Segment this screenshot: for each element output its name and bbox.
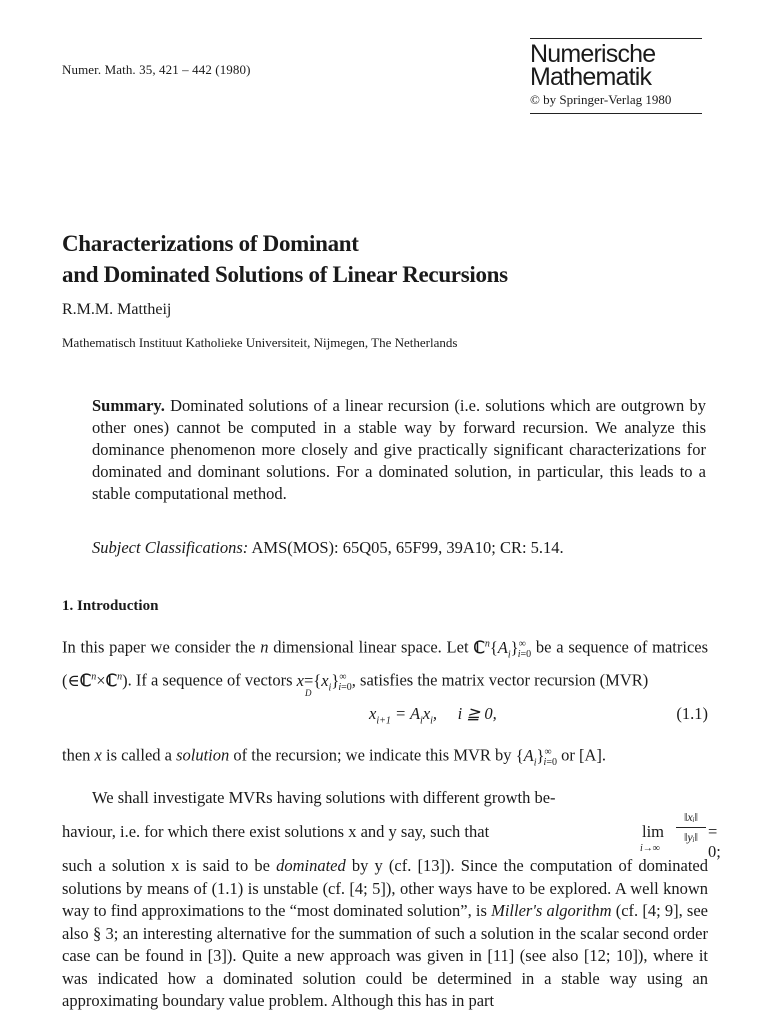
fraction-numerator: ‖xᵢ‖ bbox=[684, 810, 698, 824]
fraction-bar bbox=[676, 827, 706, 828]
limit-subscript: i→∞ bbox=[640, 843, 660, 854]
norm-ratio-fraction bbox=[676, 810, 706, 845]
p4-term-dominated: dominated bbox=[276, 856, 346, 875]
p4-term-millers-algorithm: Miller's algorithm bbox=[491, 901, 612, 920]
p4-text-b: by y (cf. [13]). Since the computation of dominated solutions by means of (1.1) is unstable (cf. [4; 5]), other ways have to be explored. A well known way to find approximations to the “most dominated solution”, is bbox=[62, 856, 708, 920]
vector-sequence-symbol: x= D $\{x_i\}^\infty_{i=0}$, bbox=[296, 670, 356, 698]
limit-equals-zero: = 0; bbox=[708, 822, 721, 861]
fraction-denominator: ‖yᵢ‖ bbox=[684, 830, 698, 844]
p2-text-c: of the recursion; we indicate this MVR by bbox=[233, 745, 512, 765]
masthead-bottom-rule bbox=[530, 113, 702, 114]
journal-name-line2: Mathematik bbox=[530, 63, 652, 91]
p2-term-solution: solution bbox=[176, 745, 230, 765]
matrix-space-symbol: (∈ℂ$^n$×ℂ$^n$) bbox=[62, 670, 128, 690]
journal-citation: Numer. Math. 35, 421 – 442 (1980) bbox=[62, 62, 251, 77]
article-title bbox=[62, 228, 702, 290]
p1-symbol-n: n bbox=[260, 637, 269, 657]
p2-text-a: then bbox=[62, 745, 91, 765]
title-line2: and Dominated Solutions of Linear Recursions bbox=[62, 262, 508, 287]
equation-body: $x_{i+1} = A_ix_i$, i ≧ 0, bbox=[369, 704, 497, 727]
section-heading: 1. Introduction bbox=[62, 598, 159, 614]
summary-label: Summary. bbox=[92, 396, 165, 415]
author-name: R.M.M. Mattheij bbox=[62, 301, 172, 318]
journal-masthead bbox=[530, 38, 702, 114]
equation-number: (1.1) bbox=[676, 704, 708, 723]
subject-label: Subject Classifications: bbox=[92, 538, 249, 557]
limit-line-text: haviour, i.e. for which there exist solutions x and y say, such that bbox=[62, 822, 490, 841]
p1-text-a: In this paper we consider the bbox=[62, 637, 256, 657]
summary-text: Dominated solutions of a linear recursion (i.e. solutions which are outgrown by other ones) cannot be computed in a stable way by forward recursion. We analyze this dominance phenomenon more closely and give practically significant characterizations for dominated and dominant solutions. For a dominated solution, in particular, this leads to a stable computational method. bbox=[92, 396, 707, 503]
journal-name-line1: Numerische bbox=[530, 40, 656, 68]
p1-text-c: be a sequence of matrices bbox=[535, 637, 709, 657]
matrix-sequence-symbol: $ℂ^n\{A_i\}^\infty_{i=0}$ bbox=[473, 637, 532, 660]
summary-paragraph bbox=[92, 395, 706, 505]
intro-paragraph-2 bbox=[62, 741, 708, 774]
author-affiliation: Mathematisch Instituut Katholieke Universiteit, Nijmegen, The Netherlands bbox=[62, 335, 458, 350]
p4-text-c: (cf. [4; 9], see also § 3; an interesting alternative for the summation of such a solution in the scalar second order case can be found in [3]). Quite a new approach was given in [11] (see also [12; 10]), where it was indicated how a dominated solution could be determined in a stable way using an approximating boundary value problem. Although this has in part bbox=[62, 901, 708, 1010]
intro-paragraph-1 bbox=[62, 633, 708, 700]
p2-text-b: is called a bbox=[106, 745, 172, 765]
limit-line bbox=[62, 808, 721, 861]
p1-text-e: satisfies the matrix vector recursion (MVR) bbox=[360, 670, 649, 690]
p2-symbol-x: x bbox=[94, 745, 102, 765]
title-line1: Characterizations of Dominant bbox=[62, 231, 359, 256]
masthead-top-rule bbox=[530, 38, 702, 39]
equation-1-1 bbox=[62, 704, 708, 728]
copyright-notice: © by Springer-Verlag 1980 bbox=[530, 92, 672, 107]
subject-text: AMS(MOS): 65Q05, 65F99, 39A10; CR: 5.14. bbox=[251, 538, 564, 557]
p1-text-d: . If a sequence of vectors bbox=[127, 670, 293, 690]
limit-operator: lim bbox=[642, 822, 665, 841]
intro-paragraph-4 bbox=[62, 855, 708, 1013]
journal-name bbox=[530, 40, 702, 91]
p1-text-b: dimensional linear space. Let bbox=[273, 637, 469, 657]
p4-text-a: such a solution x is said to be bbox=[62, 856, 270, 875]
mvr-symbol: $\{A_i\}^\infty_{i=0}$ bbox=[515, 745, 557, 768]
p2-text-d: or [A]. bbox=[561, 745, 606, 765]
intro-paragraph-3: We shall investigate MVRs having solutions with different growth be- bbox=[92, 788, 556, 807]
subject-classifications bbox=[92, 538, 564, 558]
